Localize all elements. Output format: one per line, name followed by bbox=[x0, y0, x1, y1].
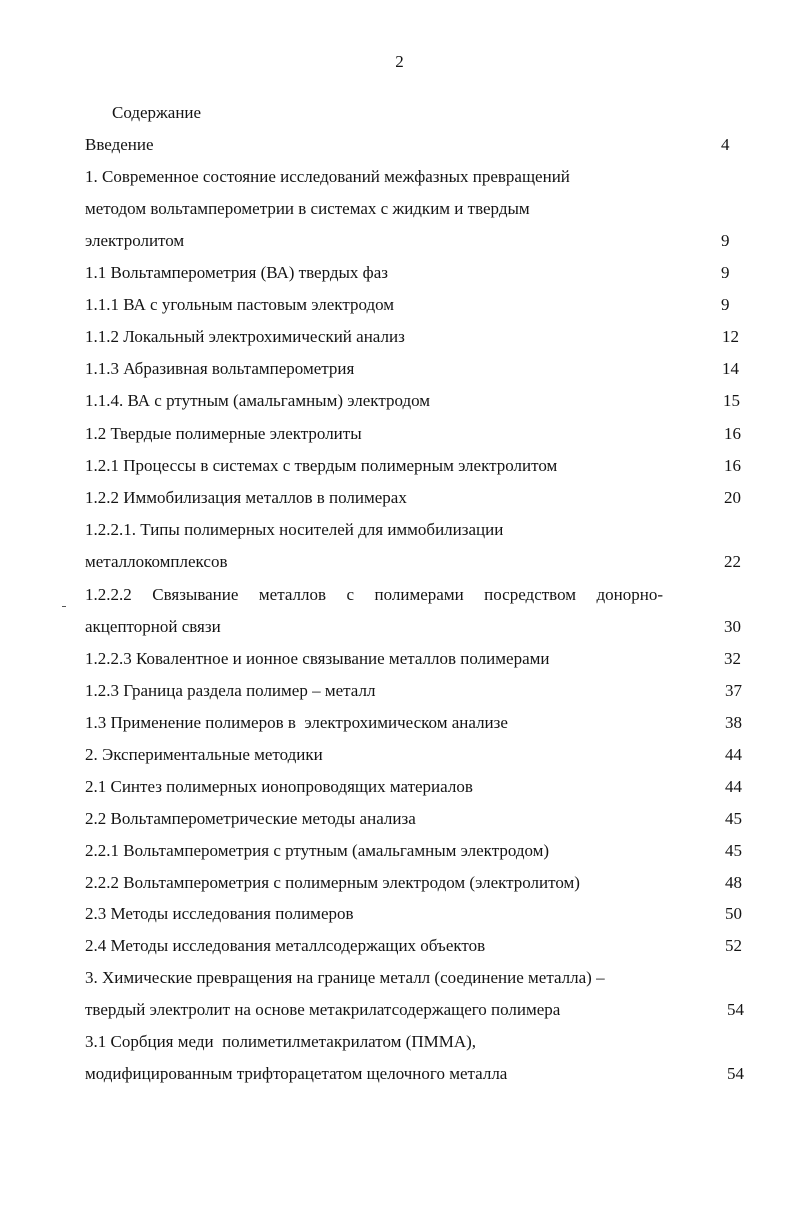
toc-entry bbox=[85, 166, 745, 188]
toc-entry bbox=[85, 1031, 745, 1053]
toc-entry bbox=[85, 423, 745, 445]
toc-entry-page: 48 bbox=[725, 873, 742, 892]
toc-entry bbox=[85, 1063, 745, 1085]
toc-entry-title: 1.1.3 Абразивная вольтамперометрия bbox=[85, 359, 355, 378]
toc-entry-page: 37 bbox=[725, 681, 742, 700]
toc-entry-page: 45 bbox=[725, 841, 742, 860]
toc-entry-title: 1.1.2 Локальный электрохимический анализ bbox=[85, 327, 405, 346]
toc-entry-page: 16 bbox=[724, 424, 741, 443]
toc-entry bbox=[85, 519, 745, 541]
toc-entry-title: 1.2.2.1. Типы полимерных носителей для иммобилизации bbox=[85, 520, 504, 539]
toc-entry-page: 4 bbox=[721, 135, 730, 154]
toc-entry-title: 1. Современное состояние исследований межфазных превращений bbox=[85, 167, 570, 186]
toc-entry bbox=[85, 455, 745, 477]
toc-entry-page: 52 bbox=[725, 936, 742, 955]
toc-entry bbox=[85, 744, 745, 766]
toc-entry bbox=[85, 680, 745, 702]
toc-entry-page: 50 bbox=[725, 904, 742, 923]
toc-entry bbox=[85, 999, 745, 1021]
toc-entry-title: 1.1.4. ВА с ртутным (амальгамным) электродом bbox=[85, 391, 431, 410]
toc-entry-page: 30 bbox=[724, 617, 741, 636]
toc-entry-title: 2.1 Синтез полимерных ионопроводящих материалов bbox=[85, 777, 473, 796]
toc-entry-page: 38 bbox=[725, 713, 742, 732]
page-number: 2 bbox=[395, 52, 404, 71]
toc-entry-title: 2.4 Методы исследования металлсодержащих объектов bbox=[85, 936, 486, 955]
toc-entry-title: 1.1.1 ВА с угольным пастовым электродом bbox=[85, 295, 395, 314]
toc-entry-title: 1.2.2 Иммобилизация металлов в полимерах bbox=[85, 488, 407, 507]
toc-entry-page: 9 bbox=[721, 263, 730, 282]
toc-entry bbox=[85, 967, 745, 989]
toc-entry-title: 3. Химические превращения на границе металл (соединение металла) – bbox=[85, 968, 605, 987]
toc-entry bbox=[85, 584, 745, 606]
toc-entry bbox=[85, 808, 745, 830]
toc-entry-page: 20 bbox=[724, 488, 741, 507]
toc-entry-title: акцепторной связи bbox=[85, 617, 221, 636]
toc-entry-title: 1.2.2.3 Ковалентное и ионное связывание металлов полимерами bbox=[85, 649, 550, 668]
toc-entry bbox=[85, 294, 745, 316]
toc-entry-page: 22 bbox=[724, 552, 741, 571]
toc-entry-page: 14 bbox=[722, 359, 739, 378]
toc-entry-title: методом вольтамперометрии в системах с жидким и твердым bbox=[85, 199, 530, 218]
toc-entry-title: твердый электролит на основе метакрилатсодержащего полимера bbox=[85, 1000, 561, 1019]
toc-entry bbox=[85, 230, 745, 252]
toc-entry-title: 1.1 Вольтамперометрия (ВА) твердых фаз bbox=[85, 263, 388, 282]
toc-entry bbox=[85, 551, 745, 573]
toc-entry-title: 2.3 Методы исследования полимеров bbox=[85, 904, 354, 923]
toc-entry-title: 1.2.1 Процессы в системах с твердым полимерным электролитом bbox=[85, 456, 558, 475]
toc-entry-page: 32 bbox=[724, 649, 741, 668]
toc-entry-page: 9 bbox=[721, 231, 730, 250]
toc-entry-title: 1.2.3 Граница раздела полимер – металл bbox=[85, 681, 376, 700]
toc-entry bbox=[85, 935, 745, 957]
toc-entry bbox=[85, 134, 745, 156]
toc-entry-page: 16 bbox=[724, 456, 741, 475]
toc-entry-page: 15 bbox=[723, 391, 740, 410]
toc-entry bbox=[85, 776, 745, 798]
toc-entry bbox=[85, 358, 745, 380]
toc-entry-title: 1.3 Применение полимеров в электрохимическом анализе bbox=[85, 713, 508, 732]
toc-entry-title: 2. Экспериментальные методики bbox=[85, 745, 323, 764]
margin-mark bbox=[62, 606, 66, 607]
toc-entry-page: 45 bbox=[725, 809, 742, 828]
toc-entry-page: 54 bbox=[727, 1064, 744, 1083]
toc-entry-title: 1.2 Твердые полимерные электролиты bbox=[85, 424, 362, 443]
toc-entry-title: 3.1 Сорбция меди полиметилметакрилатом (ПММА), bbox=[85, 1032, 477, 1051]
toc-entry bbox=[85, 648, 745, 670]
toc-entry-title: электролитом bbox=[85, 231, 185, 250]
toc-entry bbox=[85, 616, 745, 638]
toc-entry-title: 2.2.2 Вольтамперометрия с полимерным электродом (электролитом) bbox=[85, 873, 580, 892]
toc-entry-title: модифицированным трифторацетатом щелочного металла bbox=[85, 1064, 508, 1083]
toc-entry bbox=[85, 390, 745, 412]
toc-entry bbox=[85, 903, 745, 925]
toc-entry bbox=[85, 840, 745, 862]
toc-heading: Содержание bbox=[112, 103, 202, 122]
toc-entry bbox=[85, 326, 745, 348]
toc-entry bbox=[85, 872, 745, 894]
toc-entry-page: 9 bbox=[721, 295, 730, 314]
toc-entry bbox=[85, 262, 745, 284]
toc-entry-title: 2.2 Вольтамперометрические методы анализа bbox=[85, 809, 416, 828]
toc-entry bbox=[85, 712, 745, 734]
toc-entry-title: 2.2.1 Вольтамперометрия с ртутным (амальгамным электродом) bbox=[85, 841, 550, 860]
toc-entry-title: металлокомплексов bbox=[85, 552, 228, 571]
toc-entry-title: 1.2.2.2 Связывание металлов с полимерами посредством донорно- bbox=[85, 585, 663, 604]
toc-entry-page: 12 bbox=[722, 327, 739, 346]
toc-entry bbox=[85, 198, 745, 220]
toc-entry-title: Введение bbox=[85, 135, 154, 154]
toc-entry-page: 44 bbox=[725, 777, 742, 796]
toc-entry bbox=[85, 487, 745, 509]
toc-entry-page: 54 bbox=[727, 1000, 744, 1019]
toc-entry-page: 44 bbox=[725, 745, 742, 764]
